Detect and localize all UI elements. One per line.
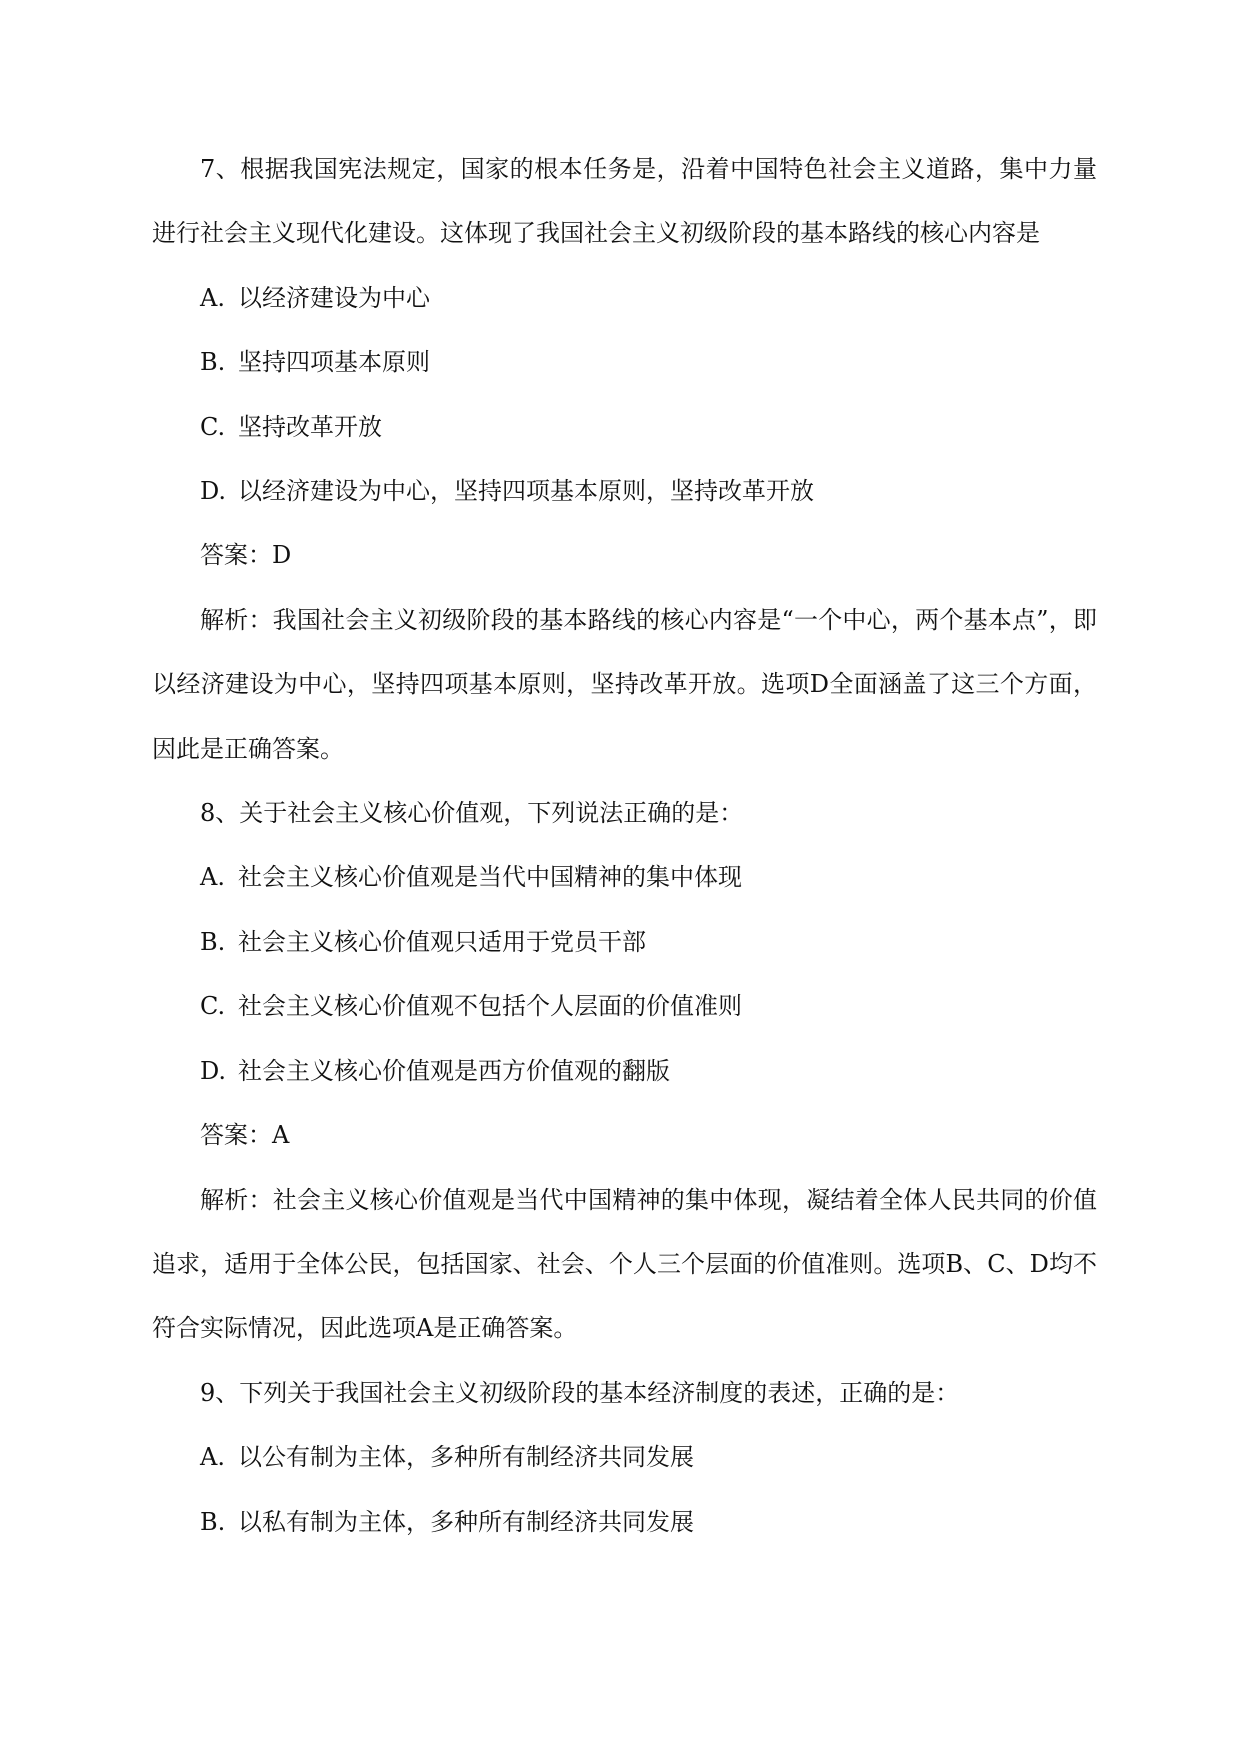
question-8-option-a bbox=[152, 845, 1097, 909]
option-label: A. bbox=[200, 283, 225, 312]
option-label: B. bbox=[200, 348, 226, 377]
option-label: D. bbox=[200, 1056, 227, 1085]
option-text: 社会主义核心价值观不包括个人层面的价值准则 bbox=[238, 992, 742, 1021]
option-text: 社会主义核心价值观是当代中国精神的集中体现 bbox=[238, 863, 742, 892]
question-8-option-d bbox=[152, 1039, 1097, 1103]
question-8-stem: 8、关于社会主义核心价值观，下列说法正确的是： bbox=[200, 799, 744, 828]
option-label: D. bbox=[200, 477, 227, 506]
option-text: 坚持四项基本原则 bbox=[238, 348, 430, 377]
question-8-option-b bbox=[152, 910, 1097, 974]
option-label: C. bbox=[200, 992, 226, 1021]
option-text: 以私有制为主体，多种所有制经济共同发展 bbox=[238, 1507, 694, 1536]
option-text: 以经济建设为中心，坚持四项基本原则，坚持改革开放 bbox=[238, 477, 814, 506]
option-text: 社会主义核心价值观是西方价值观的翻版 bbox=[238, 1056, 670, 1085]
question-9-stem: 9、下列关于我国社会主义初级阶段的基本经济制度的表述，正确的是： bbox=[200, 1378, 960, 1407]
option-text: 社会主义核心价值观只适用于党员干部 bbox=[238, 927, 646, 956]
option-text: 坚持改革开放 bbox=[238, 412, 382, 441]
option-text: 以公有制为主体，多种所有制经济共同发展 bbox=[238, 1443, 694, 1472]
question-7-analysis: 解析：我国社会主义初级阶段的基本路线的核心内容是“一个中心，两个基本点”，即以经济建设为中心，坚持四项基本原则，坚持改革开放。选项D全面涵盖了这三个方面，因此是正确答案。 bbox=[152, 605, 1097, 763]
question-7-option-c bbox=[152, 395, 1097, 459]
question-8-analysis: 解析：社会主义核心价值观是当代中国精神的集中体现，凝结着全体人民共同的价值追求，适用于全体公民，包括国家、社会、个人三个层面的价值准则。选项B、C、D均不符合实际情况，因此选项A是正确答案。 bbox=[152, 1185, 1097, 1343]
question-8-answer: 答案：A bbox=[200, 1121, 290, 1150]
question-7-answer: 答案：D bbox=[200, 541, 292, 570]
question-8-option-c bbox=[152, 974, 1097, 1038]
option-label: A. bbox=[200, 1443, 225, 1472]
question-9-option-a bbox=[152, 1425, 1097, 1489]
option-text: 以经济建设为中心 bbox=[238, 283, 430, 312]
question-7-option-a bbox=[152, 266, 1097, 330]
question-7-stem: 7、根据我国宪法规定，国家的根本任务是，沿着中国特色社会主义道路，集中力量进行社会主义现代化建设。这体现了我国社会主义初级阶段的基本路线的核心内容是 bbox=[152, 155, 1097, 248]
question-9-option-b bbox=[152, 1490, 1097, 1554]
question-7-option-b bbox=[152, 330, 1097, 394]
question-7-option-d bbox=[152, 459, 1097, 523]
option-label: C. bbox=[200, 412, 226, 441]
option-label: B. bbox=[200, 927, 226, 956]
document-body bbox=[152, 137, 1097, 1554]
option-label: A. bbox=[200, 863, 225, 892]
option-label: B. bbox=[200, 1507, 226, 1536]
